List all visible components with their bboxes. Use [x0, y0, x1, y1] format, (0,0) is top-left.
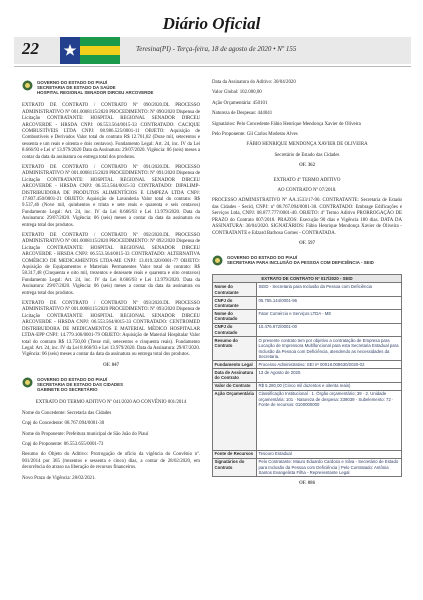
- convenio-field: Nome do Concedente: Secretaria das Cidades: [22, 410, 112, 416]
- table-value: Tesouro Estadual: [257, 450, 402, 458]
- table-value: Processo Administrativo: SEI nº 00018.008630/2020-02: [257, 361, 402, 369]
- table-value: O presente contrato tem por objetivo a contratação de Empresa para Locação de Impressora Multifuncional para esta Secretaria Estadual para Inclusão da Pessoa com Deficiência, atendendo as necessidades da Secretaria.: [257, 336, 402, 360]
- table-row: [213, 310, 402, 323]
- table-key: CNPJ do Contratante: [213, 296, 257, 309]
- table-row: [213, 283, 402, 296]
- gazette-title: Diário Oficial: [162, 14, 261, 33]
- table-key: Resumo do Contrato: [213, 336, 257, 360]
- table-key: Valor do Contrato: [213, 382, 257, 390]
- table-value: R$ 5.280,00 (Cinco mil duzentos e oitenta reais): [257, 382, 402, 390]
- piaui-flag-icon: [60, 37, 120, 64]
- convenio-field: Cnpj do Concedente: 08.767.094/0001-30: [22, 421, 105, 427]
- extract-heading: EXTRATO 4º TERMO ADITIVO: [273, 177, 341, 183]
- coat-of-arms-icon: [22, 80, 33, 91]
- signatory-name: FÁBIO HENRIQUE MENDONÇA XAVIER DE OLIVEIRA: [246, 142, 368, 148]
- table-key: Nome do Contratante: [213, 283, 257, 296]
- convenio-field: Natureza de Despesas: 444041: [212, 111, 273, 117]
- org-line: GOVERNO DO ESTADO DO PIAUÍ: [37, 377, 108, 383]
- table-row: [213, 323, 402, 336]
- org-line: HOSPITAL REGIONAL SENADOR DIRCEU ARCOVERDE: [37, 90, 154, 96]
- table-value: SEID - Secretaria para Inclusão da Pessoa com Deficiência: [257, 283, 402, 296]
- table-row: [213, 390, 402, 450]
- extract-heading: AO CONTRATO Nº 07/2018.: [277, 188, 337, 194]
- page-number: 22: [22, 39, 39, 58]
- contract-table: [212, 274, 402, 477]
- office-code: OF. 047: [102, 362, 120, 368]
- right-column: [212, 80, 402, 496]
- table-key: Fonte de Recursos: [213, 450, 257, 458]
- org-line: SECRETARIA DE ESTADO DAS CIDADES: [37, 382, 124, 388]
- convenio-field: Pelo Proponente: Gil Carlos Modesto Alves: [212, 132, 298, 138]
- office-code: OF. 362: [298, 163, 316, 169]
- table-row: [213, 450, 402, 458]
- org-block-cidades: [22, 377, 200, 392]
- table-row: [213, 296, 402, 309]
- convenio-field: Cnpj do Proponente: 06.553.655/0001-73: [22, 442, 104, 448]
- table-value: Fator Comércio e Serviços LTDA - ME: [257, 310, 402, 323]
- table-heading: EXTRATO DE CONTRATO Nº 017/2020 - SEID: [213, 275, 402, 283]
- table-value: 13 de Agosto de 2020.: [257, 369, 402, 382]
- masthead: [0, 0, 423, 84]
- contract-extract: EXTRATO DE CONTRATO / CONTRATO Nº 090/2020.DL PROCESSO ADMINISTRATIVO Nº 001.0008115/2020 PROCEDIMENTO: Nº 090/2020 Dispensa de Licitação CONTRATANTE: HOSPITAL REGIONAL SENADOR DIRCEU ARCOVERDE - HRSDA CNPJ: 06.553.564/0015-33 CONTRATADO: CACIQUE COMBUSTÍVEIS LTDA CNPJ: 08.986.525/0001-11 OBJETO: Aquisição de Combustíveis e Derivados Valor total do contrato R$ 12.761,82 (Doze mil, setecentos e sessenta e um reais e oitenta e dois centavos). Fundamento Legal: Art. 24, inc. IV da Lei 8.666/93 e Lei nº 13.979/2020 Data da Assinatura: 29/07/2020. Vigência: 06 (seis) meses a contar da data da assinatura ou entrega total dos produtos.: [22, 103, 200, 160]
- issue-line: Teresina(PI) - Terça-feira, 18 de agosto de 2020 • Nº 155: [136, 45, 297, 53]
- office-code: OF. 597: [298, 240, 316, 246]
- left-column: [22, 80, 200, 486]
- org-line: GOVERNO DO ESTADO DO PIAUÍ: [37, 80, 108, 85]
- signatory-role: Secretário de Estado das Cidades: [274, 152, 340, 158]
- table-value: Pelo Contratante: Mauro Eduardo Cardoso e Silva - Secretário de Estado para Inclusão da Pessoa com Deficiência | Pelo Contratado: Antônia Santos Evangelista Filha - Representante Legal: [257, 458, 402, 477]
- convenio-field: Valor Global: 102.000,00: [212, 90, 262, 96]
- table-row: [213, 382, 402, 390]
- table-value: 05.755.144/0001-96: [257, 296, 402, 309]
- convenio-field: Novo Prazo de Vigência: 28/02/2021.: [22, 475, 96, 481]
- contract-extract: EXTRATO DE CONTRATO / CONTRATO Nº 091/2020.DL PROCESSO ADMINISTRATIVO Nº 001.0008115/2020 PROCEDIMENTO: Nº 091/2020 Dispensa de Licitação CONTRATANTE: HOSPITAL REGIONAL SENADOR DIRCEU ARCOVERDE - HRSDA CNPJ: 06.553.564/0015-33 CONTRATADO: DIPALIMP- DISTRIBUIDORA DE PRODUTOS ALIMENTÍCIOS E LIMPEZA LTDA CNPJ: 17.807.450/0001-21 OBJETO: Aquisição de Lavanderia Valor total do contrato: R$ 9.537,46 (Nove mil, quinhentos e trinta e sete reais e quarenta e seis centavos) Fundamento Legal: Art. 24, inc. IV da Lei 8.666/93 e Lei 13.979/2020. Data da Assinatura: 29/07/2020. Vigência: 06 (seis) meses a contar da data da assinatura ou entrega total dos produtos.: [22, 164, 200, 228]
- contract-extract: PROCESSO ADMINISTRATIVO Nº AA.1533/17-90. CONTRATANTE: Secretaria de Estado das Cidades - Secid, CNPJ: nº 08.767.094/0001-30. CONTRATADO: Embrage Edificações e Serviços Ltda, CNPJ: 08.877.777/0001-40. OBJETO: 4º Termo Aditivo PRORROGAÇÃO DE PRAZO do Contrato 007/2018. PRAZOS: Execução 90 dias e Vigência 180 dias. DATA DA ASSINATURA: 30/04/2020. SIGNATÁRIOS: Fábio Henrique Mendonça Xavier de Oliveira - CONTRATANTE e Edzard Barbosa Gomes - CONTRATADA.: [212, 198, 402, 236]
- coat-of-arms-icon: [212, 255, 223, 266]
- org-block-seid: [212, 255, 402, 266]
- office-code: OF. 086: [298, 481, 316, 487]
- table-key: Signatários do Contrato: [213, 458, 257, 477]
- contract-extract: EXTRATO DE CONTRATO / CONTRATO Nº 092/2020.DL PROCESSO ADMINISTRATIVO Nº 001.0008115/2020 PROCEDIMENTO: Nº 092/2020 Dispensa de Licitação CONTRATANTE: HOSPITAL REGIONAL SENADOR DIRCEU ARCOVERDE - HRSDA CNPJ: 06.553.564/0015-33 CONTRATADO: ALTERNATIVA COMÉRCIO DE MEDICAMENTOS LTDA-ME CNPJ: 13.019.320/0001-77 OBJETO: Aquisição de Equipamentos e Materiais Permanentes Valor total do contrato: R$ 58.317,48 (Cinquenta e oito mil, trezentos e dezessete reais e quarenta e oito centavos) Fundamento Legal: Art. 24, inc. IV da Lei 8.666/93 e Lei 13.979/2020. Data da Assinatura: 29/07/2020. Vigência: 06 (seis) meses a contar da data da assinatura ou entrega total dos produtos.: [22, 233, 200, 296]
- table-value: 10.476.972/0001-00: [257, 323, 402, 336]
- table-row: [213, 361, 402, 369]
- table-row: [213, 369, 402, 382]
- org-line: GABINETE DO SECRETÁRIO: [37, 387, 98, 393]
- convenio-field: Signatários: Pelo Concedente Fábio Henrique Mendonça Xavier de Oliveira: [212, 121, 361, 127]
- convenio-field: Nome do Proponente: Prefeitura municipal de São João do Piauí: [22, 431, 149, 437]
- convenio-field: Resumo do Objeto do Aditivo: Prorrogação de ofício da vigência do Convênio nº. 001/2014 por 365 (trezentos e sessenta e cinco) dias, a contar de 28/02/2020, em decorrência do atraso na liberação de recursos financeiros.: [22, 452, 200, 471]
- extract-heading: EXTRATO DO TERMO ADITIVO Nº 041/2020 AO CONVÊNIO 001/2014: [35, 400, 187, 406]
- contract-extract: EXTRATO DE CONTRATO / CONTRATO Nº 093/2020.DL PROCESSO ADMINISTRATIVO Nº 001.0008115/2020 PROCEDIMENTO: Nº 093/2020 Dispensa de Licitação CONTRATANTE: HOSPITAL REGIONAL SENADOR DIRCEU ARCOVERDE - HRSDA CNPJ: 06.553.564/0015-33 CONTRATADO: CENTROMED DISTRIBUIDORA DE MEDICAMENTOS E MATERIAL MÉDICO HOSPITALAR LTDA-EPP CNPJ: 14.779.106/0001-79 OBJETO: Aquisição de Material Hospitalar Valor total do contrato R$ 13.750,00 (Treze mil, setecentos e cinquenta reais). Fundamento Legal: Art. 24, inc. IV da Lei 8.666/93 e Lei 13.979/2020. Data da Assinatura: 29/07/2020. Vigência: 06 (seis) meses a contar da data da assinatura ou entrega total dos produtos.: [22, 301, 200, 358]
- table-key: Data de Assinatura do Contrato: [213, 369, 257, 382]
- org-line: GOVERNO DO ESTADO DO PIAUÍ: [227, 255, 298, 261]
- table-value: Classificação Institucional · 1. Órgão orçamentário: 39 · 2. Unidade orçamentária: 101 · Natureza de despesa: 339039 · Subelemento: 72 · Fonte de recursos: 0100000000: [257, 390, 402, 450]
- header-rule: [14, 66, 411, 67]
- table-key: Fundamento Legal: [213, 361, 257, 369]
- table-key: Ação Orçamentária: [213, 390, 257, 450]
- table-row: [213, 458, 402, 477]
- convenio-field: Data da Assinatura do Aditivo: 30/04/2020: [212, 80, 296, 85]
- table-key: Nome do Contratado: [213, 310, 257, 323]
- table-row: [213, 336, 402, 360]
- convenio-field: Ação Orçamentária: 450101: [212, 100, 268, 106]
- org-line: SECRETARIA PARA INCLUSÃO DA PESSOA COM DEFICIÊNCIA - SEID: [227, 260, 374, 266]
- coat-of-arms-icon: [22, 377, 33, 388]
- table-key: CNPJ do Contratado: [213, 323, 257, 336]
- org-line: SECRETARIA DE ESTADO DA SAÚDE: [37, 85, 116, 91]
- org-block-saude: [22, 80, 200, 95]
